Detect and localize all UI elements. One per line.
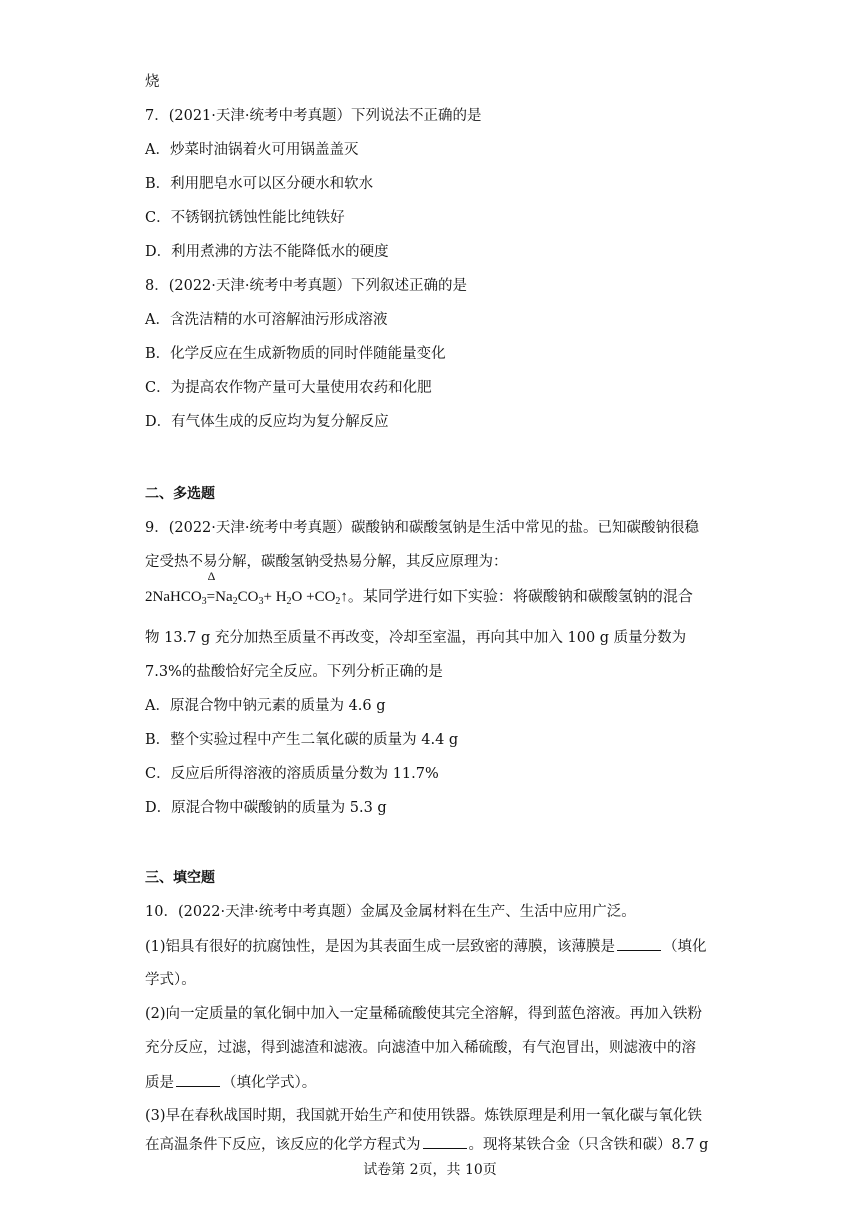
page-footer: 试卷第 2页，共 10页 — [363, 1162, 497, 1178]
text: 质是 — [145, 1075, 174, 1091]
eq-product: Na — [215, 589, 233, 605]
q7-option-a: A．炒菜时油锅着火可用锅盖盖灭 — [145, 142, 359, 158]
question-8-stem: 8．(2022·天津·统考中考真题）下列叙述正确的是 — [145, 278, 468, 294]
section-heading-multiple-choice: 二、多选题 — [145, 486, 215, 502]
text: （填化学式）。 — [222, 1075, 317, 1091]
q9-option-b: B．整个实验过程中产生二氧化碳的质量为 4.4 g — [145, 732, 459, 748]
q10-part1-line1 — [145, 936, 707, 957]
question-9-stem-line5: 7.3%的盐酸恰好完全反应。下列分析正确的是 — [145, 664, 443, 680]
q8-option-a: A．含洗洁精的水可溶解油污形成溶液 — [145, 312, 388, 328]
text: （填化 — [663, 939, 707, 955]
gas-arrow-icon: ↑ — [340, 589, 348, 605]
q10-part2-line1: (2)向一定质量的氧化铜中加入一定量稀硫酸使其完全溶解，得到蓝色溶液。再加入铁粉 — [145, 1006, 703, 1022]
q7-option-d: D．利用煮沸的方法不能降低水的硬度 — [145, 244, 389, 260]
q10-part1-line2: 学式）。 — [145, 972, 196, 988]
equals-sign: = — [206, 589, 216, 605]
answer-blank[interactable] — [176, 1072, 220, 1087]
q10-part2-line2: 充分反应，过滤，得到滤渣和滤液。向滤渣中加入稀硫酸，有气泡冒出，则滤液中的溶 — [145, 1040, 696, 1056]
question-7-stem: 7．(2021·天津·统考中考真题）下列说法不正确的是 — [145, 108, 482, 124]
question-9-stem-line2: 定受热不易分解，碳酸氢钠受热易分解，其反应原理为： — [145, 554, 508, 570]
eq-sub: 3 — [258, 596, 264, 607]
text: (1)铝具有很好的抗腐蚀性，是因为其表面生成一层致密的薄膜，该薄膜是 — [145, 939, 616, 955]
q9-option-a: A．原混合物中钠元素的质量为 4.6 g — [145, 698, 386, 714]
eq-reactant: 2NaHCO — [145, 589, 202, 605]
question-9-stem-line4: 物 13.7 g 充分加热至质量不再改变，冷却至室温，再向其中加入 100 g 质量分数为 — [145, 630, 687, 646]
chemical-equation — [145, 569, 693, 612]
delta-symbol: Δ — [207, 569, 216, 583]
q10-part3-line2 — [145, 1134, 708, 1155]
q9-option-c: C．反应后所得溶液的溶质质量分数为 11.7% — [145, 766, 439, 782]
q10-part2-line3 — [145, 1072, 316, 1093]
q10-part3-line1: (3)早在春秋战国时期，我国就开始生产和使用铁器。炼铁原理是利用一氧化碳与氧化铁 — [145, 1108, 703, 1124]
answer-blank[interactable] — [617, 936, 661, 951]
q8-option-c: C．为提高农作物产量可大量使用农药和化肥 — [145, 380, 432, 396]
question-9-stem-line1: 9．(2022·天津·统考中考真题）碳酸钠和碳酸氢钠是生活中常见的盐。已知碳酸钠很稳 — [145, 520, 699, 536]
q8-option-b: B．化学反应在生成新物质的同时伴随能量变化 — [145, 346, 446, 362]
q7-option-b: B．利用肥皂水可以区分硬水和软水 — [145, 176, 374, 192]
q9-option-d: D．原混合物中碳酸钠的质量为 5.3 g — [145, 800, 387, 816]
eq-sub: 2 — [286, 596, 292, 607]
q7-option-c: C．不锈钢抗锈蚀性能比纯铁好 — [145, 210, 345, 226]
eq-product: + H — [263, 589, 287, 605]
question-10-stem: 10．(2022·天津·统考中考真题）金属及金属材料在生产、生活中应用广泛。 — [145, 904, 636, 920]
text: 在高温条件下反应，该反应的化学方程式为 — [145, 1137, 421, 1153]
eq-sub: 2 — [335, 596, 341, 607]
eq-tail-text: 。某同学进行如下实验：将碳酸钠和碳酸氢钠的混合 — [347, 589, 693, 605]
text: 。现将某铁合金（只含铁和碳）8.7 g — [468, 1137, 709, 1153]
q8-option-d: D．有气体生成的反应均为复分解反应 — [145, 414, 389, 430]
text-line: 烧 — [145, 74, 160, 90]
answer-blank[interactable] — [423, 1134, 467, 1149]
eq-product: CO — [237, 589, 259, 605]
heat-sign — [206, 569, 216, 612]
eq-sub: 3 — [201, 596, 207, 607]
section-heading-fill-in: 三、填空题 — [145, 870, 215, 886]
eq-product: O +CO — [291, 589, 336, 605]
eq-sub: 2 — [232, 596, 238, 607]
